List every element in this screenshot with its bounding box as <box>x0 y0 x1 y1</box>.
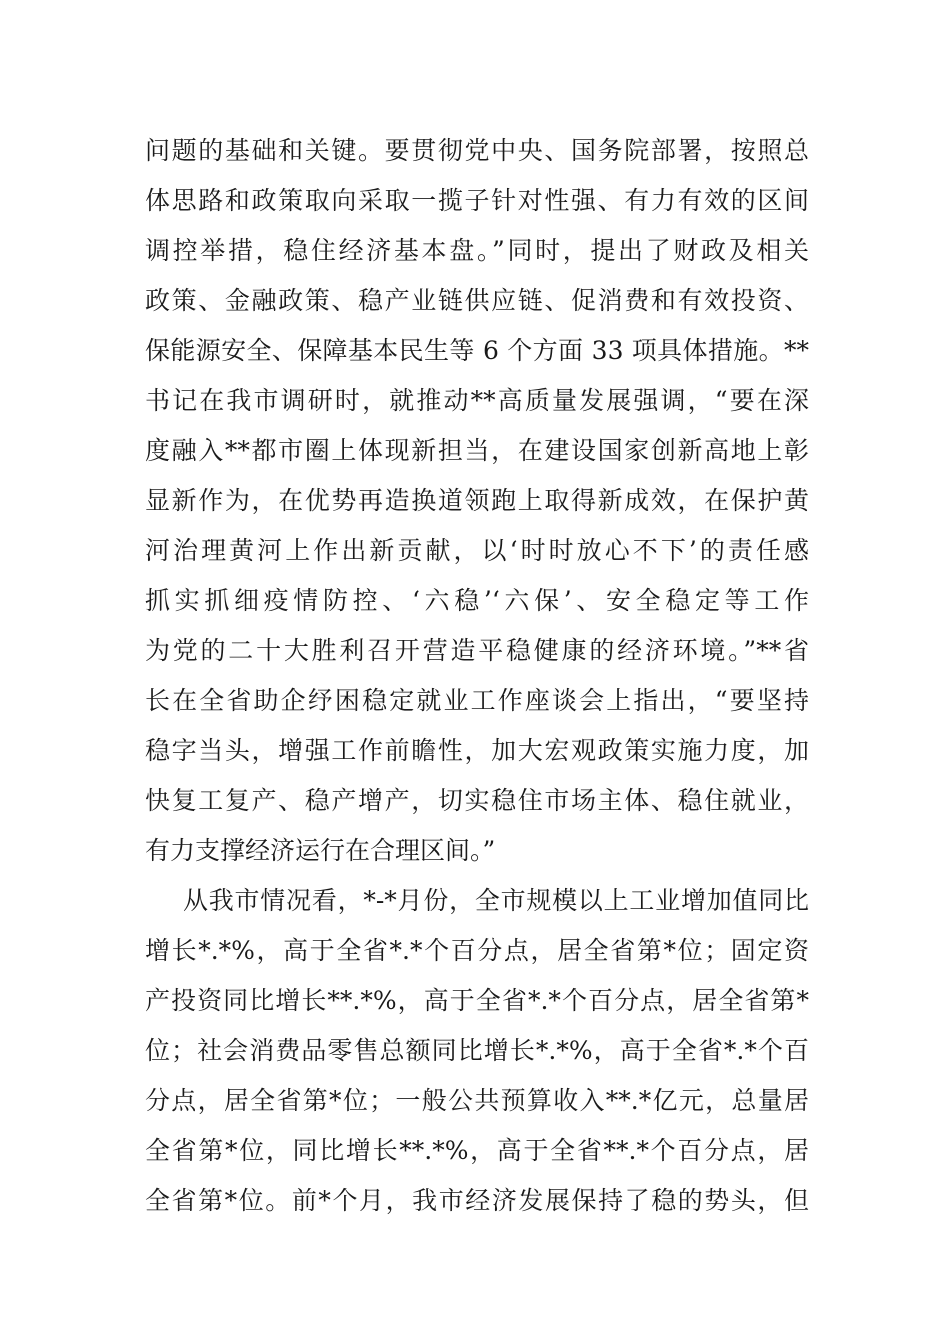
text-line: 全省第*位。前*个月，我市经济发展保持了稳的势头，但 <box>145 1186 809 1215</box>
text-line: 显新作为，在优势再造换道领跑上取得新成效，在保护黄 <box>145 486 809 515</box>
text-line: 度融入**都市圈上体现新担当，在建设国家创新高地上彰 <box>145 436 809 465</box>
text-line: 为党的二十大胜利召开营造平稳健康的经济环境。”**省 <box>145 636 809 665</box>
text-line: 问题的基础和关键。要贯彻党中央、国务院部署，按照总 <box>145 136 809 165</box>
text-line: 位；社会消费品零售总额同比增长*.*%，高于全省*.*个百 <box>145 1036 809 1065</box>
text-line: 快复工复产、稳产增产，切实稳住市场主体、稳住就业， <box>145 786 809 815</box>
text-line: 增长*.*%，高于全省*.*个百分点，居全省第*位；固定资 <box>145 936 809 965</box>
text-line: 长在全省助企纾困稳定就业工作座谈会上指出，“要坚持 <box>145 686 809 715</box>
text-line: 分点，居全省第*位；一般公共预算收入**.*亿元，总量居 <box>145 1086 809 1115</box>
text-line: 稳字当头，增强工作前瞻性，加大宏观政策实施力度，加 <box>145 736 809 765</box>
text-line: 有力支撑经济运行在合理区间。” <box>145 836 496 865</box>
text-line: 河治理黄河上作出新贡献，以‘时时放心不下’的责任感 <box>145 536 809 565</box>
text-line: 体思路和政策取向采取一揽子针对性强、有力有效的区间 <box>145 186 809 215</box>
text-line: 从我市情况看，*-*月份，全市规模以上工业增加值同比 <box>183 886 809 915</box>
text-line: 保能源安全、保障基本民生等 6 个方面 33 项具体措施。** <box>145 336 809 365</box>
text-line: 政策、金融政策、稳产业链供应链、促消费和有效投资、 <box>145 286 809 315</box>
text-line: 抓实抓细疫情防控、‘六稳’‘六保’、安全稳定等工作 <box>145 586 809 615</box>
text-line: 调控举措，稳住经济基本盘。”同时，提出了财政及相关 <box>145 236 809 265</box>
text-line: 全省第*位，同比增长**.*%，高于全省**.*个百分点，居 <box>145 1136 809 1165</box>
text-line: 产投资同比增长**.*%，高于全省*.*个百分点，居全省第* <box>145 986 809 1015</box>
text-line: 书记在我市调研时，就推动**高质量发展强调，“要在深 <box>145 386 809 415</box>
